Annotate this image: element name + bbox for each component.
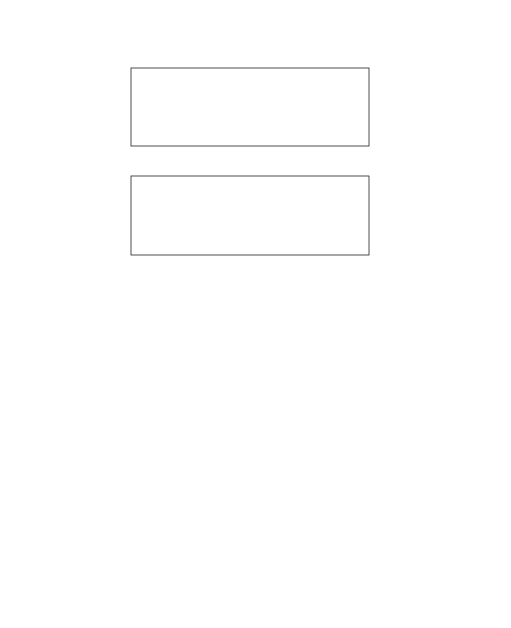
figure-2 xyxy=(0,0,511,290)
bottom-plot-frame xyxy=(131,176,369,255)
top-plot-frame xyxy=(131,68,369,146)
